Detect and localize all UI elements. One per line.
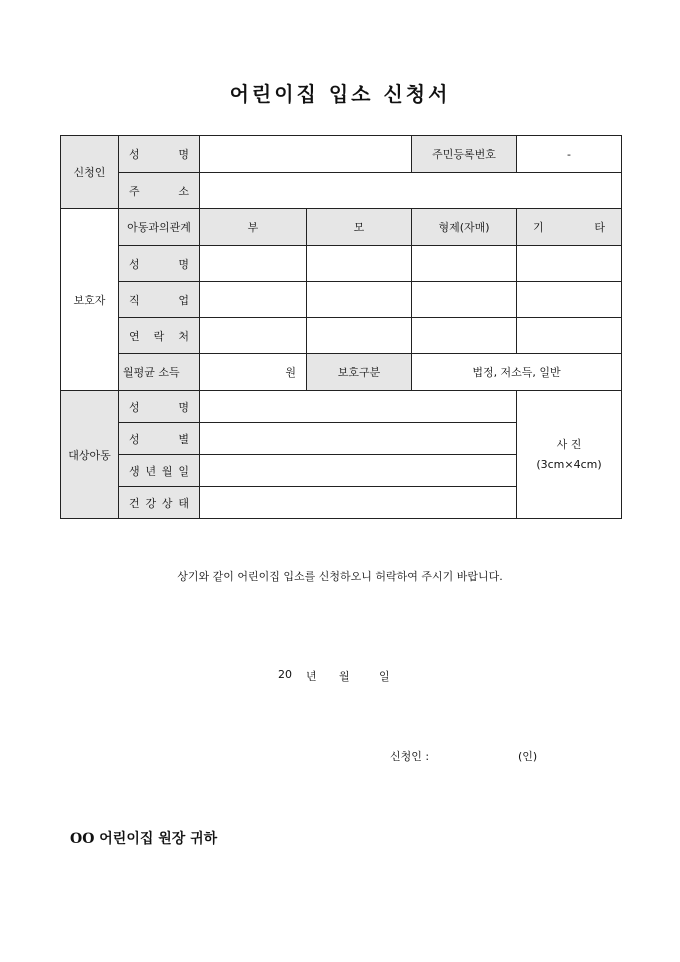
child-birth-field[interactable] [200,455,517,487]
sibling-contact-field[interactable] [412,318,517,354]
income-unit: 원 [285,366,296,379]
child-name-field[interactable] [200,391,517,423]
col-other: 기 타 [533,221,605,234]
photo-box[interactable] [517,391,622,519]
col-father: 부 [200,209,307,246]
photo-size: (3cm×4cm) [536,457,602,471]
date-prefix: 20 [278,668,292,681]
other-job-field[interactable] [517,282,622,318]
applicant-address-field[interactable] [200,173,622,209]
child-sex-label: 성 별 [129,432,189,446]
applicant-signature-label: 신청인 : [390,750,430,763]
mother-job-field[interactable] [307,282,412,318]
addressee: OO 어린이집 원장 귀하 [70,831,218,847]
income-field[interactable] [200,354,307,391]
mother-contact-field[interactable] [307,318,412,354]
income-label: 월평균 소득 [119,354,200,391]
father-name-field[interactable] [200,246,307,282]
applicant-name-field[interactable] [200,136,412,173]
child-health-label: 건 강 상 태 [129,496,189,510]
sibling-name-field[interactable] [412,246,517,282]
date-day: 일 [379,670,390,683]
relation-label: 아동과의관계 [119,209,200,246]
child-health-field[interactable] [200,487,517,519]
other-name-field[interactable] [517,246,622,282]
rrn-label: 주민등록번호 [412,136,517,173]
father-job-field[interactable] [200,282,307,318]
col-mother: 모 [307,209,412,246]
guardian-job-label: 직 업 [129,293,189,307]
child-birth-label: 생 년 월 일 [129,464,189,478]
applicant-group-label: 신청인 [61,136,119,209]
application-table [60,135,622,519]
child-sex-field[interactable] [200,423,517,455]
mother-name-field[interactable] [307,246,412,282]
guardian-contact-label: 연 락 처 [129,329,189,343]
seal-mark[interactable]: (인) [518,750,538,763]
protection-options[interactable]: 법정, 저소득, 일반 [412,354,622,391]
date-month: 월 [339,670,350,683]
applicant-address-label: 주 소 [129,184,189,198]
guardian-group-label: 보호자 [61,209,119,391]
form-title: 어린이집 입소 신청서 [229,82,451,106]
applicant-name-label: 성 명 [129,148,189,161]
other-contact-field[interactable] [517,318,622,354]
sibling-job-field[interactable] [412,282,517,318]
rrn-field[interactable]: - [517,136,622,173]
protection-label: 보호구분 [307,354,412,391]
child-name-label: 성 명 [129,400,189,414]
photo-label: 사 진 [556,437,582,451]
guardian-name-label: 성 명 [129,257,189,271]
application-statement: 상기와 같이 어린이집 입소를 신청하오니 허락하여 주시기 바랍니다. [177,570,503,583]
date-year: 년 [306,670,317,683]
father-contact-field[interactable] [200,318,307,354]
date-line [278,668,390,684]
col-sibling: 형제(자매) [412,209,517,246]
child-group-label: 대상아동 [61,391,119,519]
